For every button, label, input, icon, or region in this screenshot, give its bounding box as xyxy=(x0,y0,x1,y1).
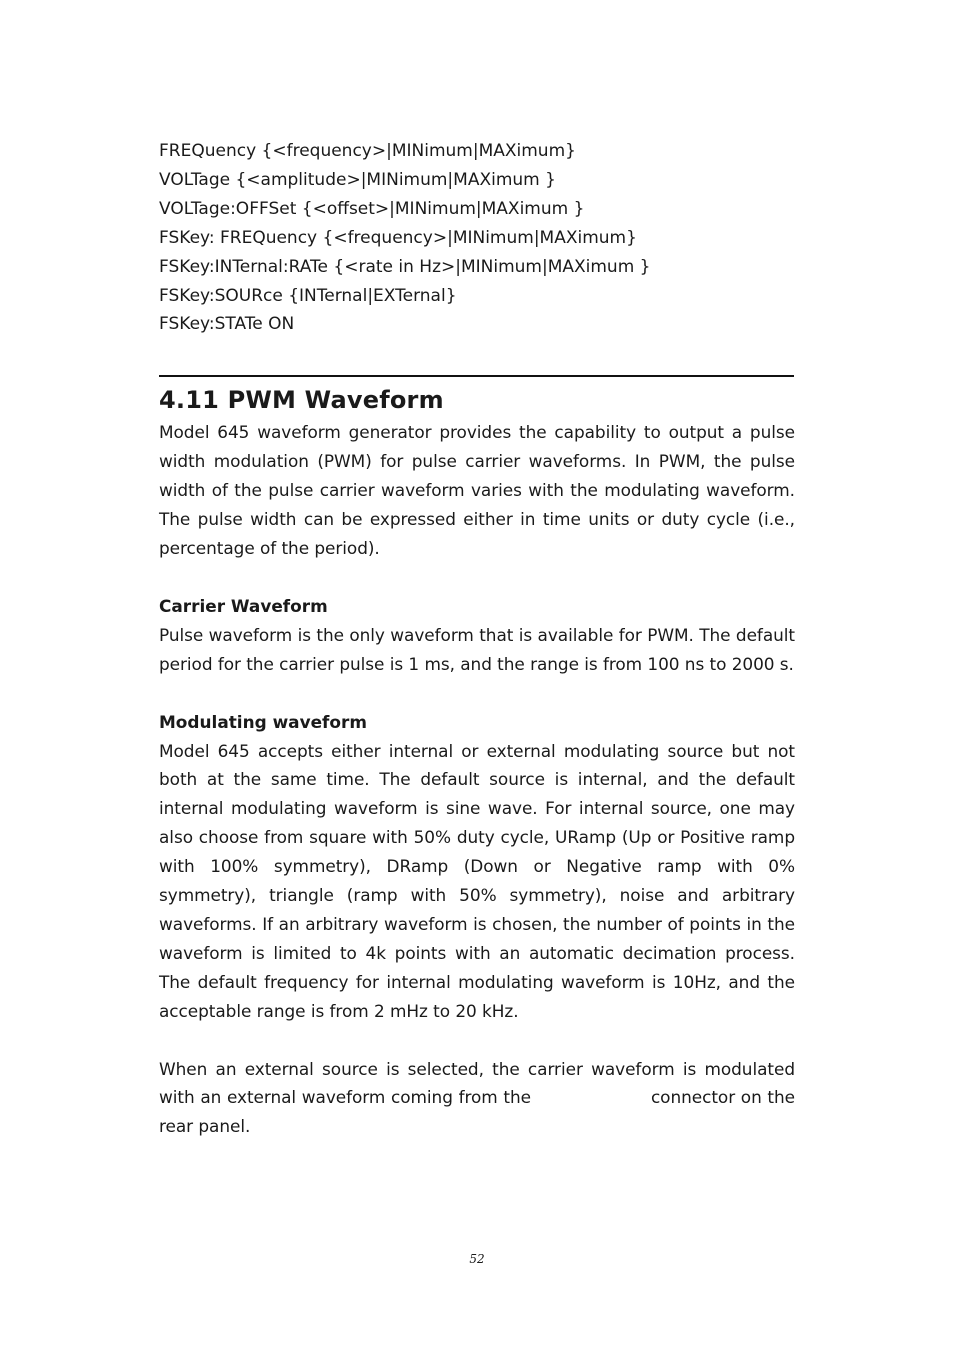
modulating-heading: Modulating waveform xyxy=(159,711,367,732)
command-line: VOLTage:OFFSet {<offset>|MINimum|MAXimum } xyxy=(159,198,585,219)
external-text-after: connector on the rear panel. xyxy=(159,1087,795,1137)
carrier-paragraph: Pulse waveform is the only waveform that is available for PWM. The default period for the carrier pulse is 1 ms, and the range is from 100 ns to 2000 s. xyxy=(159,624,795,674)
command-line: VOLTage {<amplitude>|MINimum|MAXimum } xyxy=(159,169,556,190)
paragraph-gap xyxy=(159,1026,795,1055)
command-line: FREQuency {<frequency>|MINimum|MAXimum} xyxy=(159,141,576,161)
scpi-command-list xyxy=(159,137,795,339)
section-title: 4.11 PWM Waveform xyxy=(159,386,444,415)
carrier-heading: Carrier Waveform xyxy=(159,595,328,616)
modulating-paragraph: Model 645 accepts either internal or external modulating source but not both at the same time. The default source is internal, and the default internal modulating waveform is sine wave. For internal source, one may also choose from square with 50% duty cycle, URamp (Up or Positive ramp with 100% symmetry), DRamp (Down or Negative ramp with 0% symmetry), triangle (ramp with 50% symmetry), noise and arbitrary waveforms. If an arbitrary waveform is chosen, the number of points in the waveform is limited to 4k points with an automatic decimation process. The default frequency for internal modulating waveform is 10Hz, and the acceptable range is from 2 mHz to 20 kHz. xyxy=(159,740,795,1021)
command-line: FSKey:STATe ON xyxy=(159,314,295,335)
intro-paragraph: Model 645 waveform generator provides the capability to output a pulse width modulation (PWM) for pulse carrier waveforms. In PWM, the pulse width of the pulse carrier waveform varies with the modulating waveform. The pulse width can be expressed either in time units or duty cycle (i.e., percentage of the period). xyxy=(159,422,795,558)
command-line: FSKey: FREQuency {<frequency>|MINimum|MAXimum} xyxy=(159,227,637,248)
command-line: FSKey:INTernal:RATe {<rate in Hz>|MINimum|MAXimum } xyxy=(159,256,651,277)
section-divider xyxy=(159,375,794,377)
page-number: 52 xyxy=(469,1252,485,1266)
document-page xyxy=(159,137,795,1141)
command-line: FSKey:SOURce {INTernal|EXTernal} xyxy=(159,285,457,306)
external-text-before: When an external source is selected, the carrier waveform is modulated with an external waveform coming from the xyxy=(159,1058,795,1108)
external-paragraph xyxy=(159,1055,795,1142)
